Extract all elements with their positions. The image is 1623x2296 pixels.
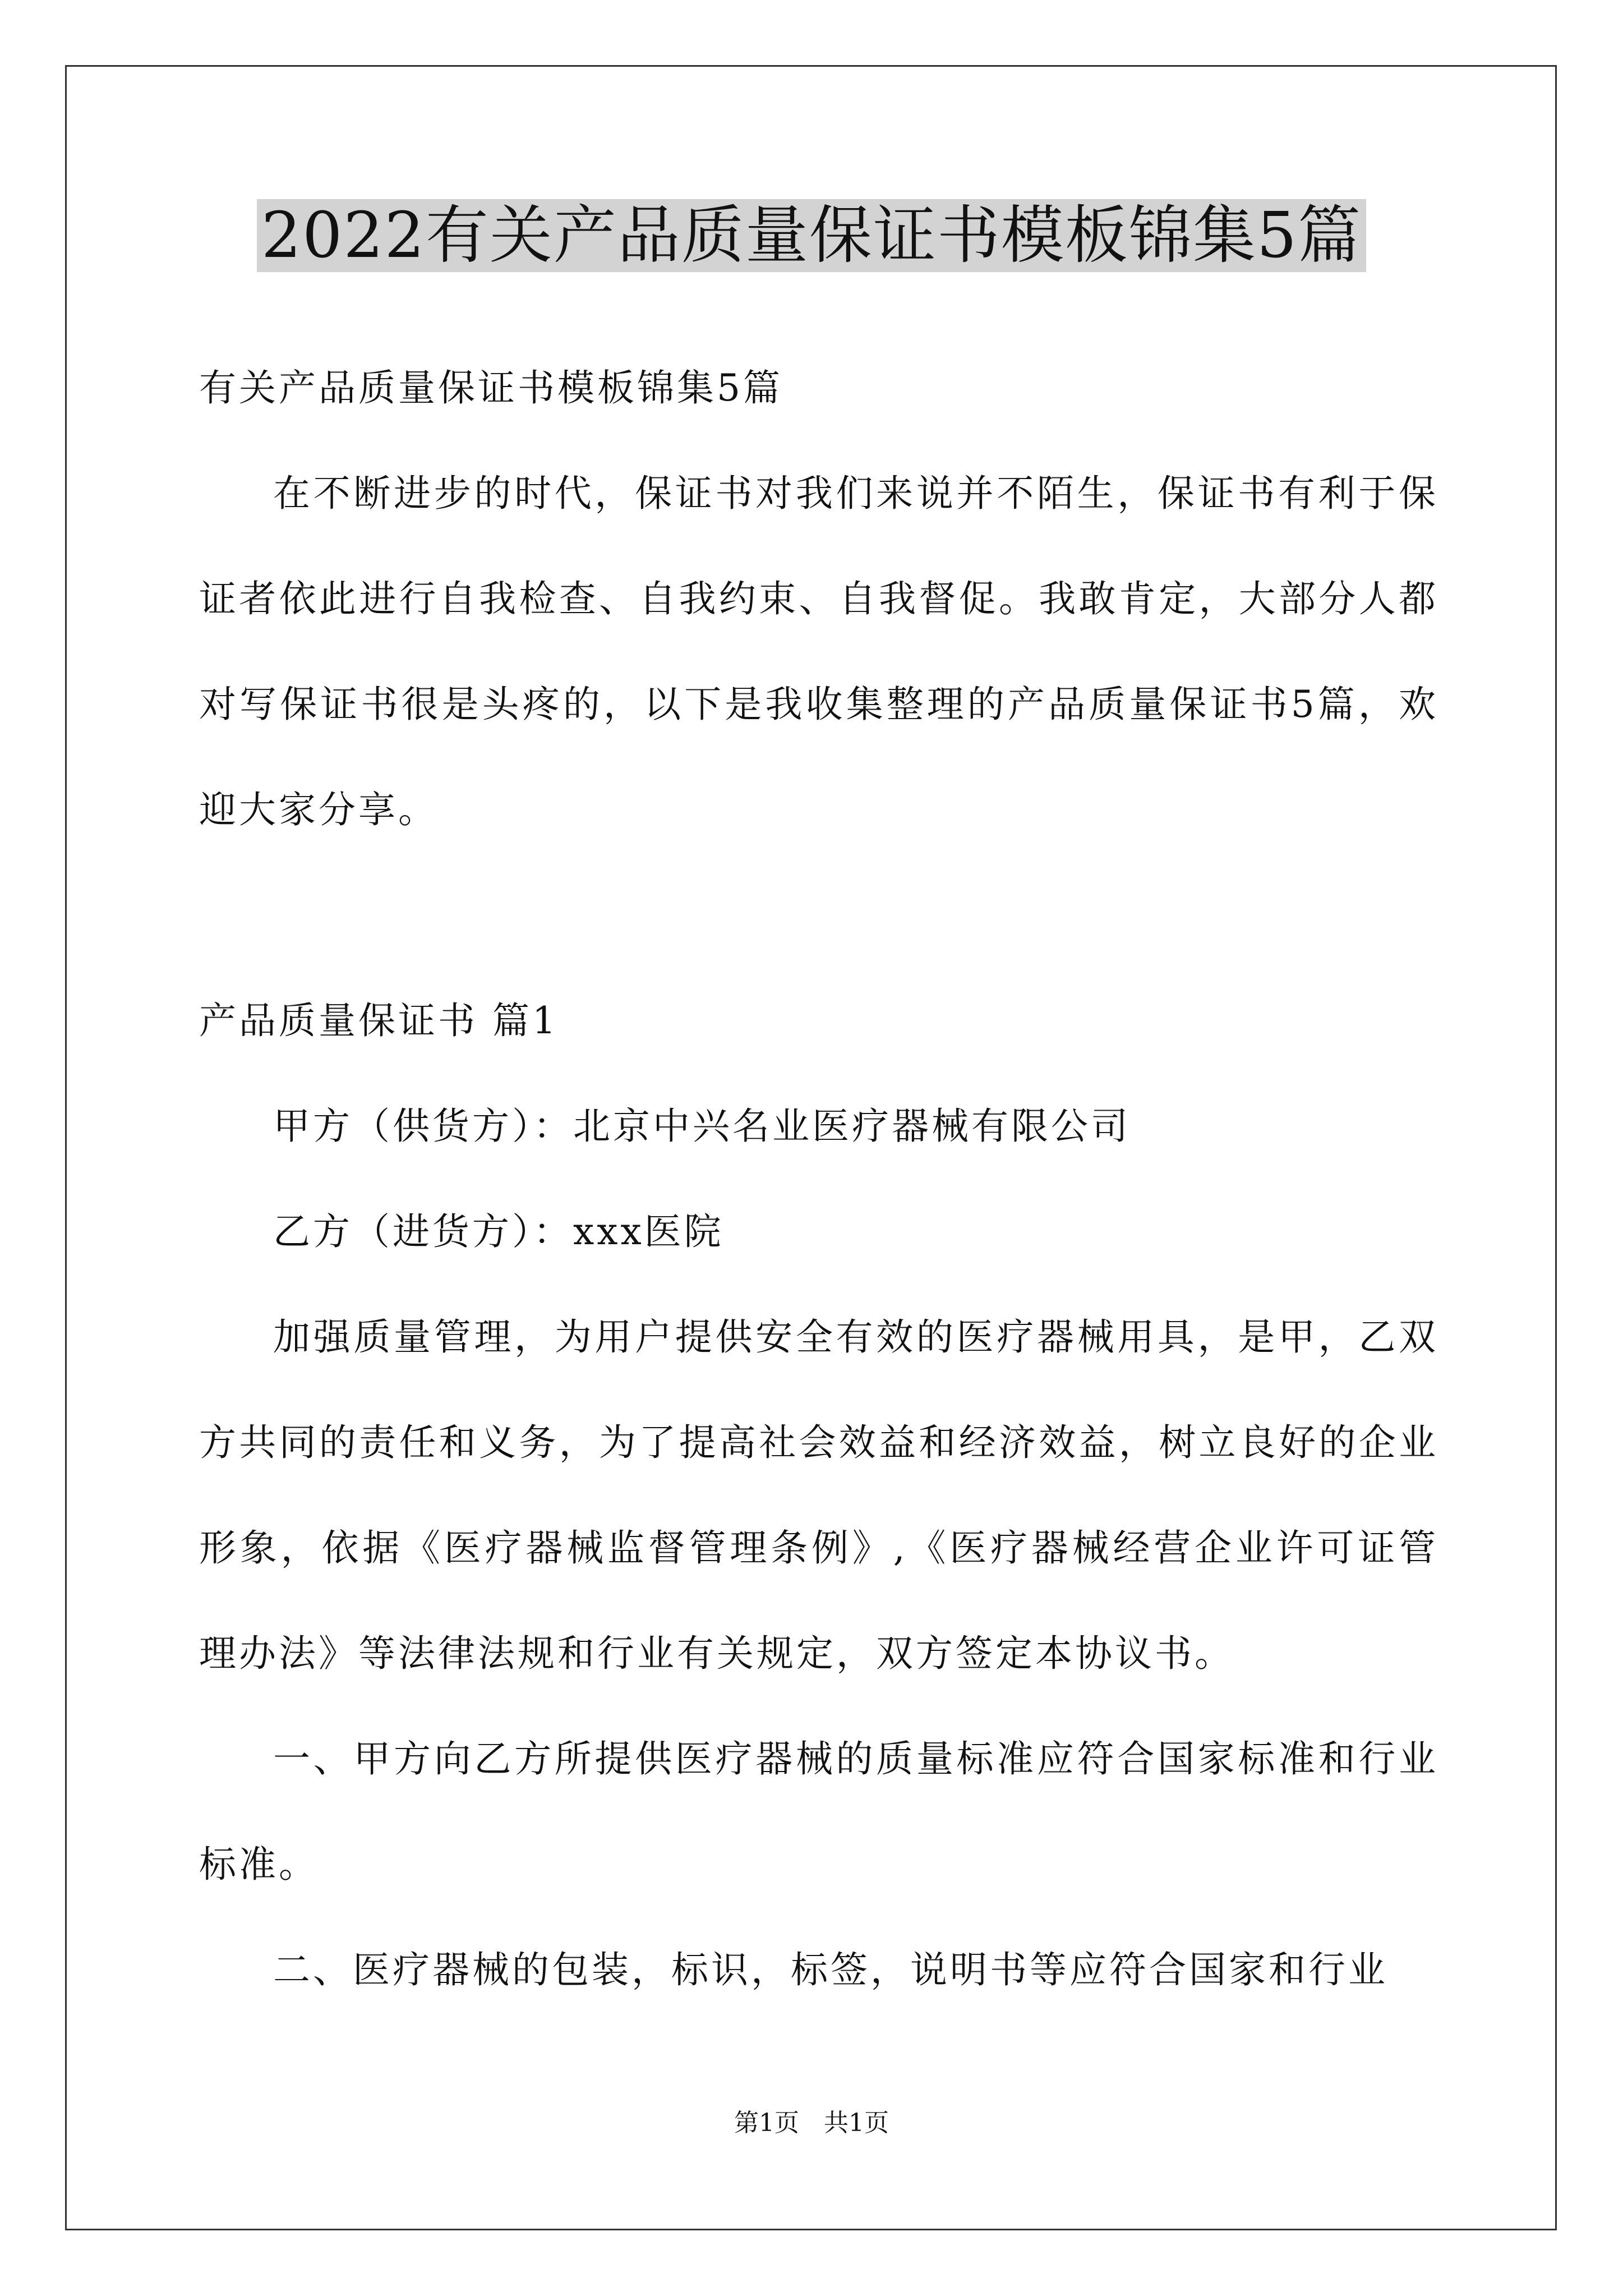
agreement-paragraph: 加强质量管理，为用户提供安全有效的医疗器械用具，是甲，乙双方共同的责任和义务，为了提高社会效益和经济效益，树立良好的企业形象，依据《医疗器械监督管理条例》,《医疗器械经营企业许可证管理办法》等法律法规和行业有关规定，双方签定本协议书。 — [199, 1315, 1438, 1675]
section1-heading: 产品质量保证书 篇1 — [199, 999, 559, 1042]
document-subtitle: 有关产品质量保证书模板锦集5篇 — [199, 366, 783, 409]
document-title — [0, 191, 1623, 280]
document-title-text: 2022有关产品质量保证书模板锦集5篇 — [257, 199, 1366, 272]
clause-2: 二、医疗器械的包装，标识，标签，说明书等应符合国家和行业 — [273, 1948, 1388, 1991]
document-body — [199, 335, 1438, 2023]
intro-paragraph: 在不断进步的时代，保证书对我们来说并不陌生，保证书有利于保证者依此进行自我检查、自我约束、自我督促。我敢肯定，大部分人都对写保证书很是头疼的，以下是我收集整理的产品质量保证书5篇，欢迎大家分享。 — [199, 472, 1438, 831]
party-b-line: 乙方（进货方）：xxx医院 — [273, 1210, 724, 1253]
clause-1: 一、甲方向乙方所提供医疗器械的质量标准应符合国家标准和行业标准。 — [199, 1737, 1438, 1886]
page-footer: 第1页 共1页 — [734, 2109, 889, 2137]
party-a-line: 甲方（供货方）：北京中兴名业医疗器械有限公司 — [273, 1105, 1131, 1148]
